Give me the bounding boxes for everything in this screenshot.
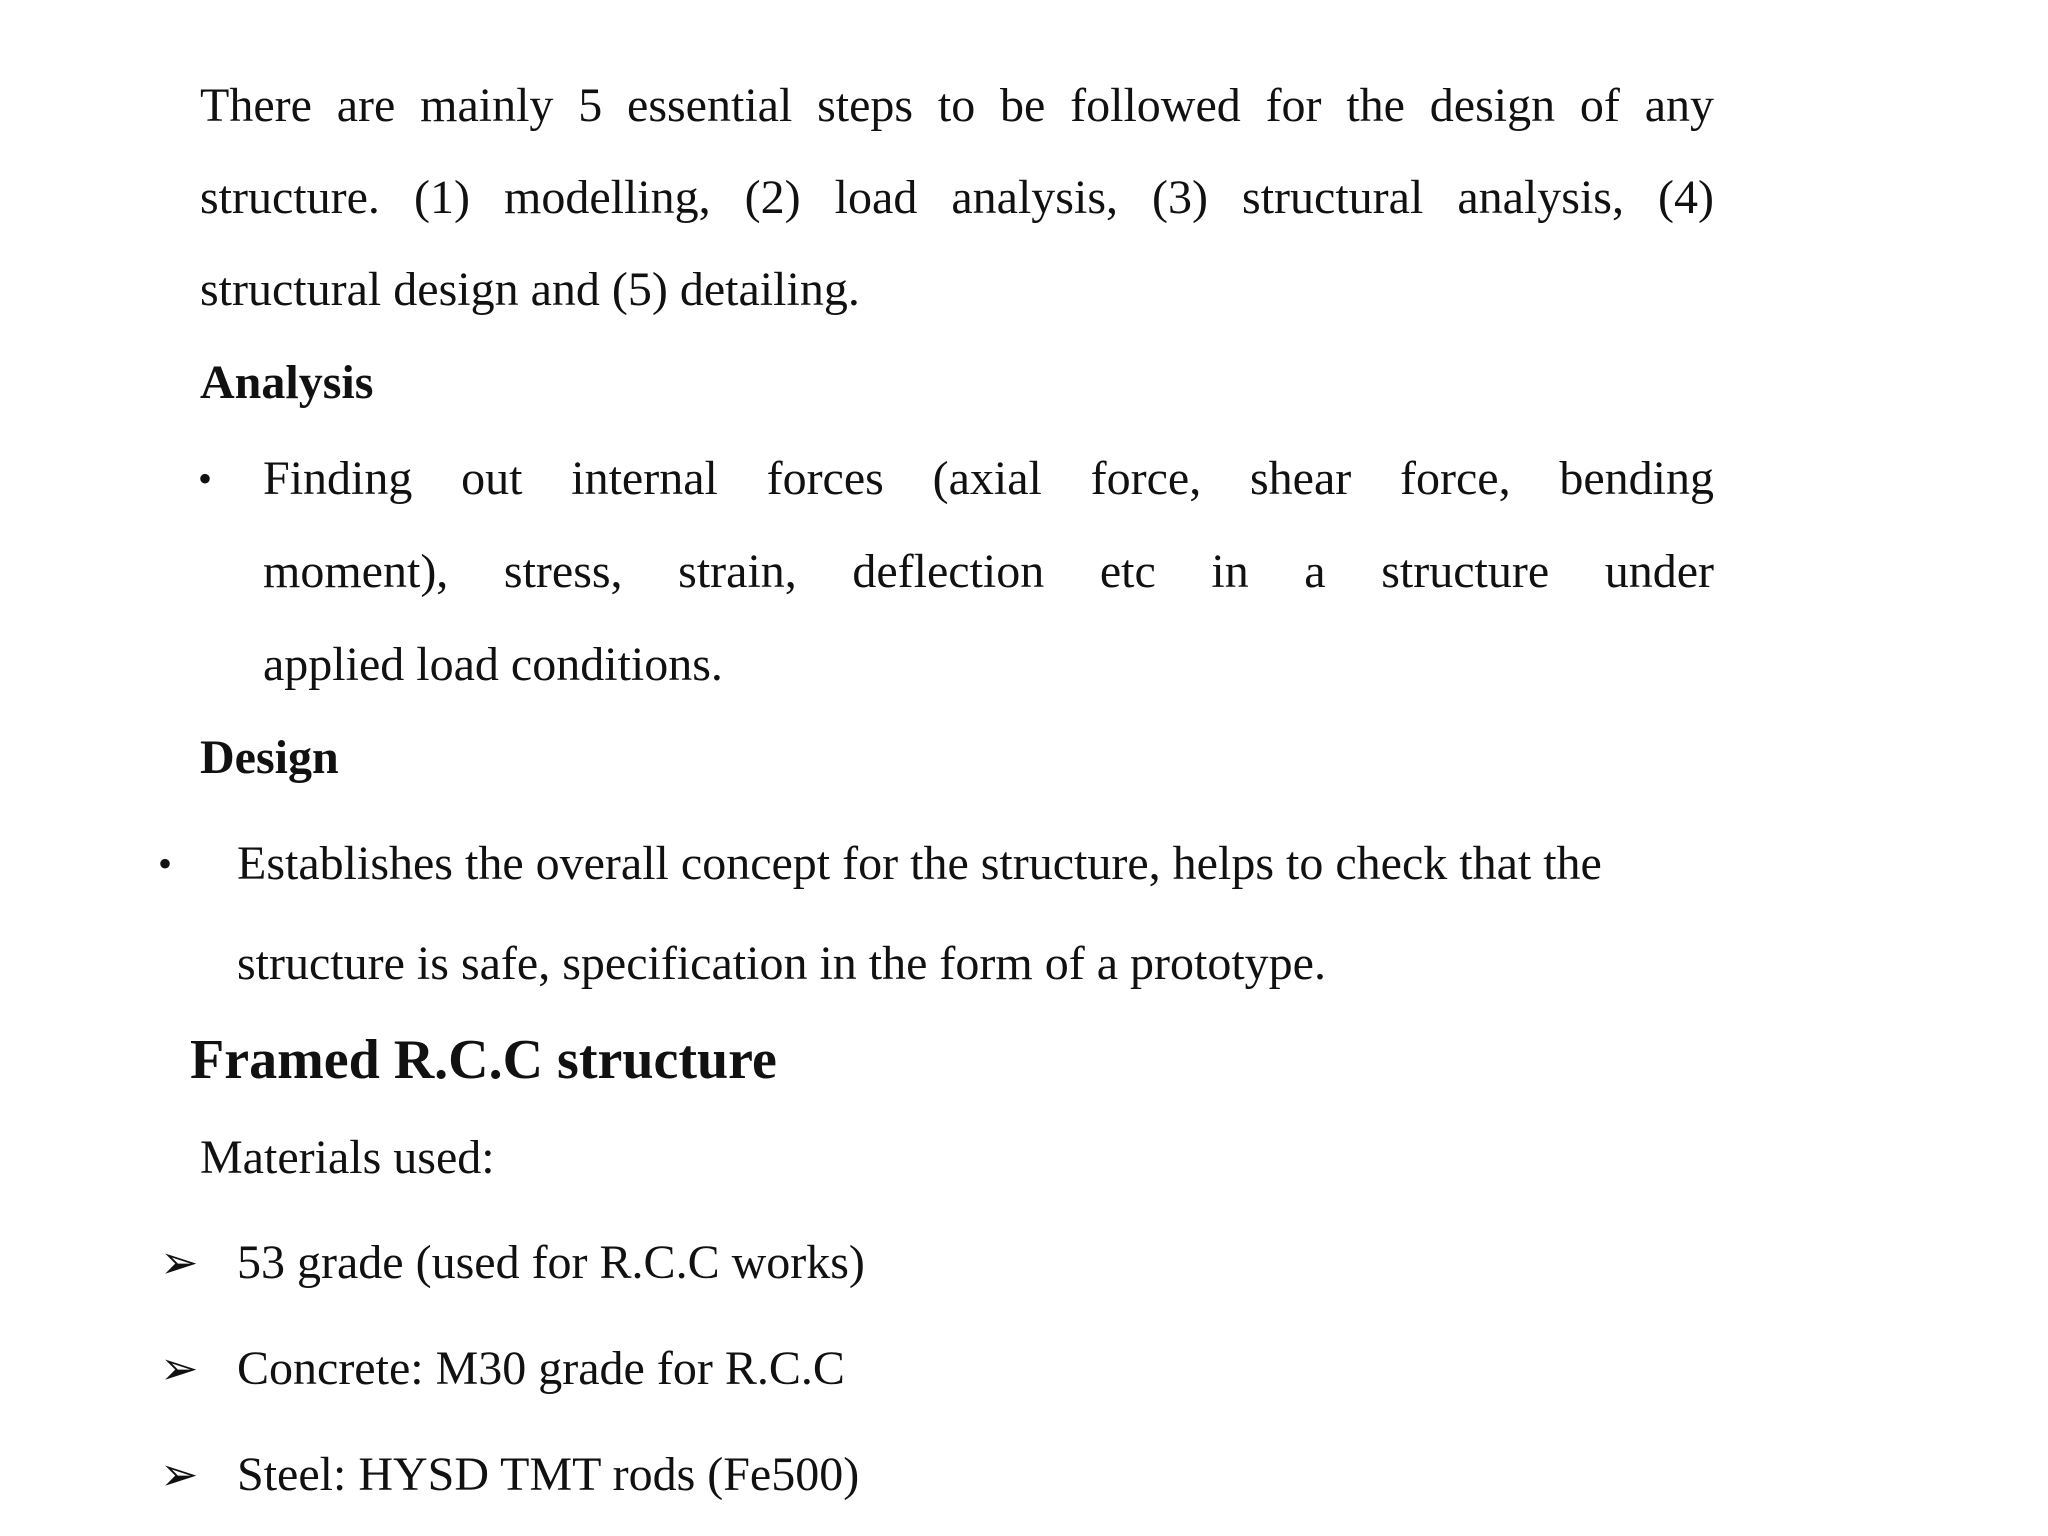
intro-line-1: There are mainly 5 essential steps to be followed for the design of any <box>200 79 1714 132</box>
material-item-1: 53 grade (used for R.C.C works) <box>237 1236 865 1289</box>
arrow-bullet-icon: ➢ <box>160 1343 199 1394</box>
analysis-line-1: Finding out internal forces (axial force, shear force, bending <box>263 452 1714 505</box>
design-line-1: Establishes the overall concept for the structure, helps to check that the <box>237 837 1602 890</box>
material-item-3: Steel: HYSD TMT rods (Fe500) <box>237 1448 860 1501</box>
arrow-bullet-icon: ➢ <box>160 1237 199 1288</box>
design-bullet-icon: • <box>158 841 173 886</box>
materials-label: Materials used: <box>200 1131 495 1184</box>
intro-line-2: structure. (1) modelling, (2) load analysis, (3) structural analysis, (4) <box>200 171 1714 224</box>
analysis-line-2: moment), stress, strain, deflection etc in a structure under <box>263 545 1714 598</box>
material-item-2: Concrete: M30 grade for R.C.C <box>237 1342 845 1395</box>
analysis-bullet-icon: • <box>198 456 213 501</box>
analysis-heading: Analysis <box>200 356 374 409</box>
intro-line-3: structural design and (5) detailing. <box>200 263 860 316</box>
design-line-2: structure is safe, specification in the form of a prototype. <box>237 937 1326 990</box>
design-heading: Design <box>200 731 339 784</box>
arrow-bullet-icon: ➢ <box>160 1449 199 1500</box>
framed-heading: Framed R.C.C structure <box>190 1029 777 1091</box>
analysis-line-3: applied load conditions. <box>263 638 723 691</box>
